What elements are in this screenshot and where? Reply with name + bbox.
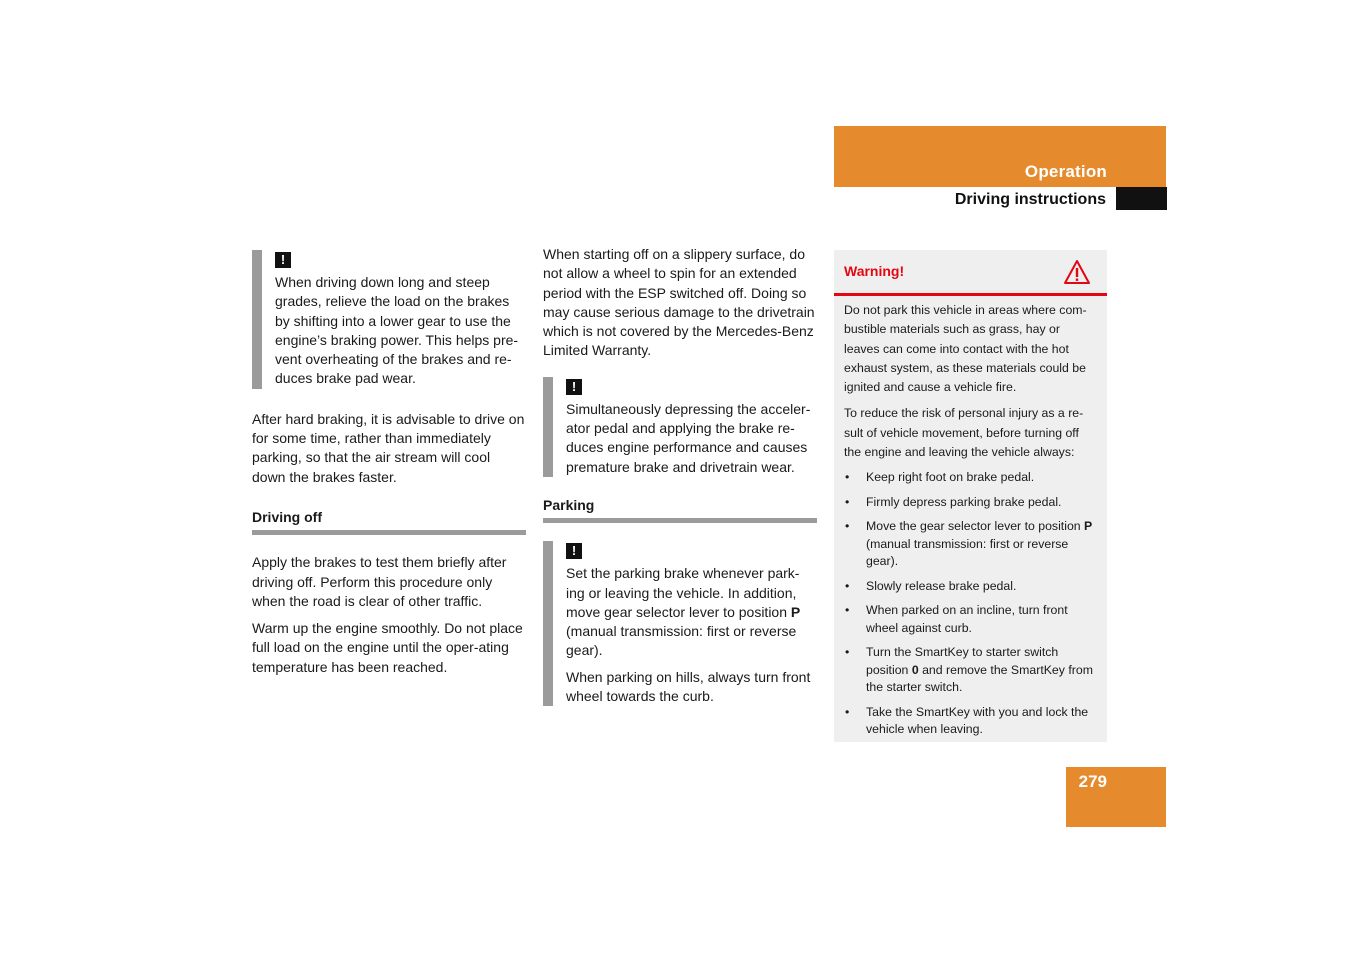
list-item: • Slowly release brake pedal.: [844, 578, 1098, 596]
warning-body: [834, 296, 1107, 739]
note-brake-grades: [252, 250, 526, 389]
heading-parking: Parking: [543, 496, 817, 523]
note-parking-brake: [543, 541, 817, 706]
subsection-title: Driving instructions: [954, 191, 1106, 208]
warning-triangle-icon: [1063, 259, 1091, 285]
warning-label: Warning!: [844, 263, 905, 279]
note-text: When driving down long and steep grades, relieve the load on the brakes by shifting into a lower gear to use the engine’s braking power. This helps pre-vent overheating of the brakes and re-duces brake pad wear.: [275, 274, 519, 387]
section-tab-marker: [1116, 187, 1167, 210]
gear-position-p: P: [790, 603, 801, 620]
warning-header: [834, 250, 1107, 296]
note-text: Simultaneously depressing the acceler-ator pedal and applying the brake re-duces engine performance and causes premature brake and drivetrain wear.: [566, 400, 811, 475]
paragraph-warm-up: Warm up the engine smoothly. Do not place full load on the engine until the oper-ating temperature has been reached.: [252, 620, 523, 675]
note-text-hills: When parking on hills, always turn front wheel towards the curb.: [566, 668, 811, 705]
list-item: • Turn the SmartKey to starter switch position 0 and remove the SmartKey from the starter switch.: [844, 644, 1098, 697]
note-accelerator-brake: [543, 377, 817, 477]
heading-driving-off: Driving off: [252, 508, 526, 535]
warning-box: [834, 250, 1107, 742]
page-number-box: [1066, 767, 1166, 827]
paragraph-test-brakes: Apply the brakes to test them briefly after driving off. Perform this procedure only when the road is clear of other traffic.: [252, 554, 507, 609]
note-text: Set the parking brake whenever park-ing or leaving the vehicle. In addition, move gear selector lever to position P (manual transmission: first or reverse gear).: [566, 565, 801, 659]
column-middle: [543, 245, 817, 706]
warning-paragraph-fire: Do not park this vehicle in areas where com-bustible materials such as grass, hay or leaves can come into contact with the hot exhaust system, as these materials could be ignited and cause a vehicle fire.: [844, 303, 1087, 395]
exclamation-icon: !: [566, 379, 582, 395]
section-title: Operation: [1024, 162, 1107, 181]
exclamation-icon: !: [566, 543, 582, 559]
exclamation-icon: !: [275, 252, 291, 268]
list-item: • Take the SmartKey with you and lock the vehicle when leaving.: [844, 704, 1098, 739]
warning-list: [844, 469, 1098, 739]
column-left: [252, 250, 526, 685]
warning-paragraph-injury: To reduce the risk of personal injury as a re-sult of vehicle movement, before turning off the engine and leaving the vehicle always:: [844, 406, 1084, 460]
page-number: 279: [1078, 772, 1107, 791]
list-item: • Firmly depress parking brake pedal.: [844, 494, 1098, 512]
list-item: • When parked on an incline, turn front wheel against curb.: [844, 602, 1098, 637]
section-header: [834, 126, 1166, 187]
list-item: • Keep right foot on brake pedal.: [844, 469, 1098, 487]
paragraph-slippery-surface: When starting off on a slippery surface, do not allow a wheel to spin for an extended period with the ESP switched off. Doing so may cause serious damage to the drivetrain which is not covered by the Mercedes-Benz Limited Warranty.: [543, 246, 815, 359]
paragraph-hard-braking: After hard braking, it is advisable to drive on for some time, rather than immediately parking, so that the air stream will cool down the brakes faster.: [252, 410, 525, 485]
list-item: • Move the gear selector lever to position P (manual transmission: first or reverse gear).: [844, 518, 1098, 571]
